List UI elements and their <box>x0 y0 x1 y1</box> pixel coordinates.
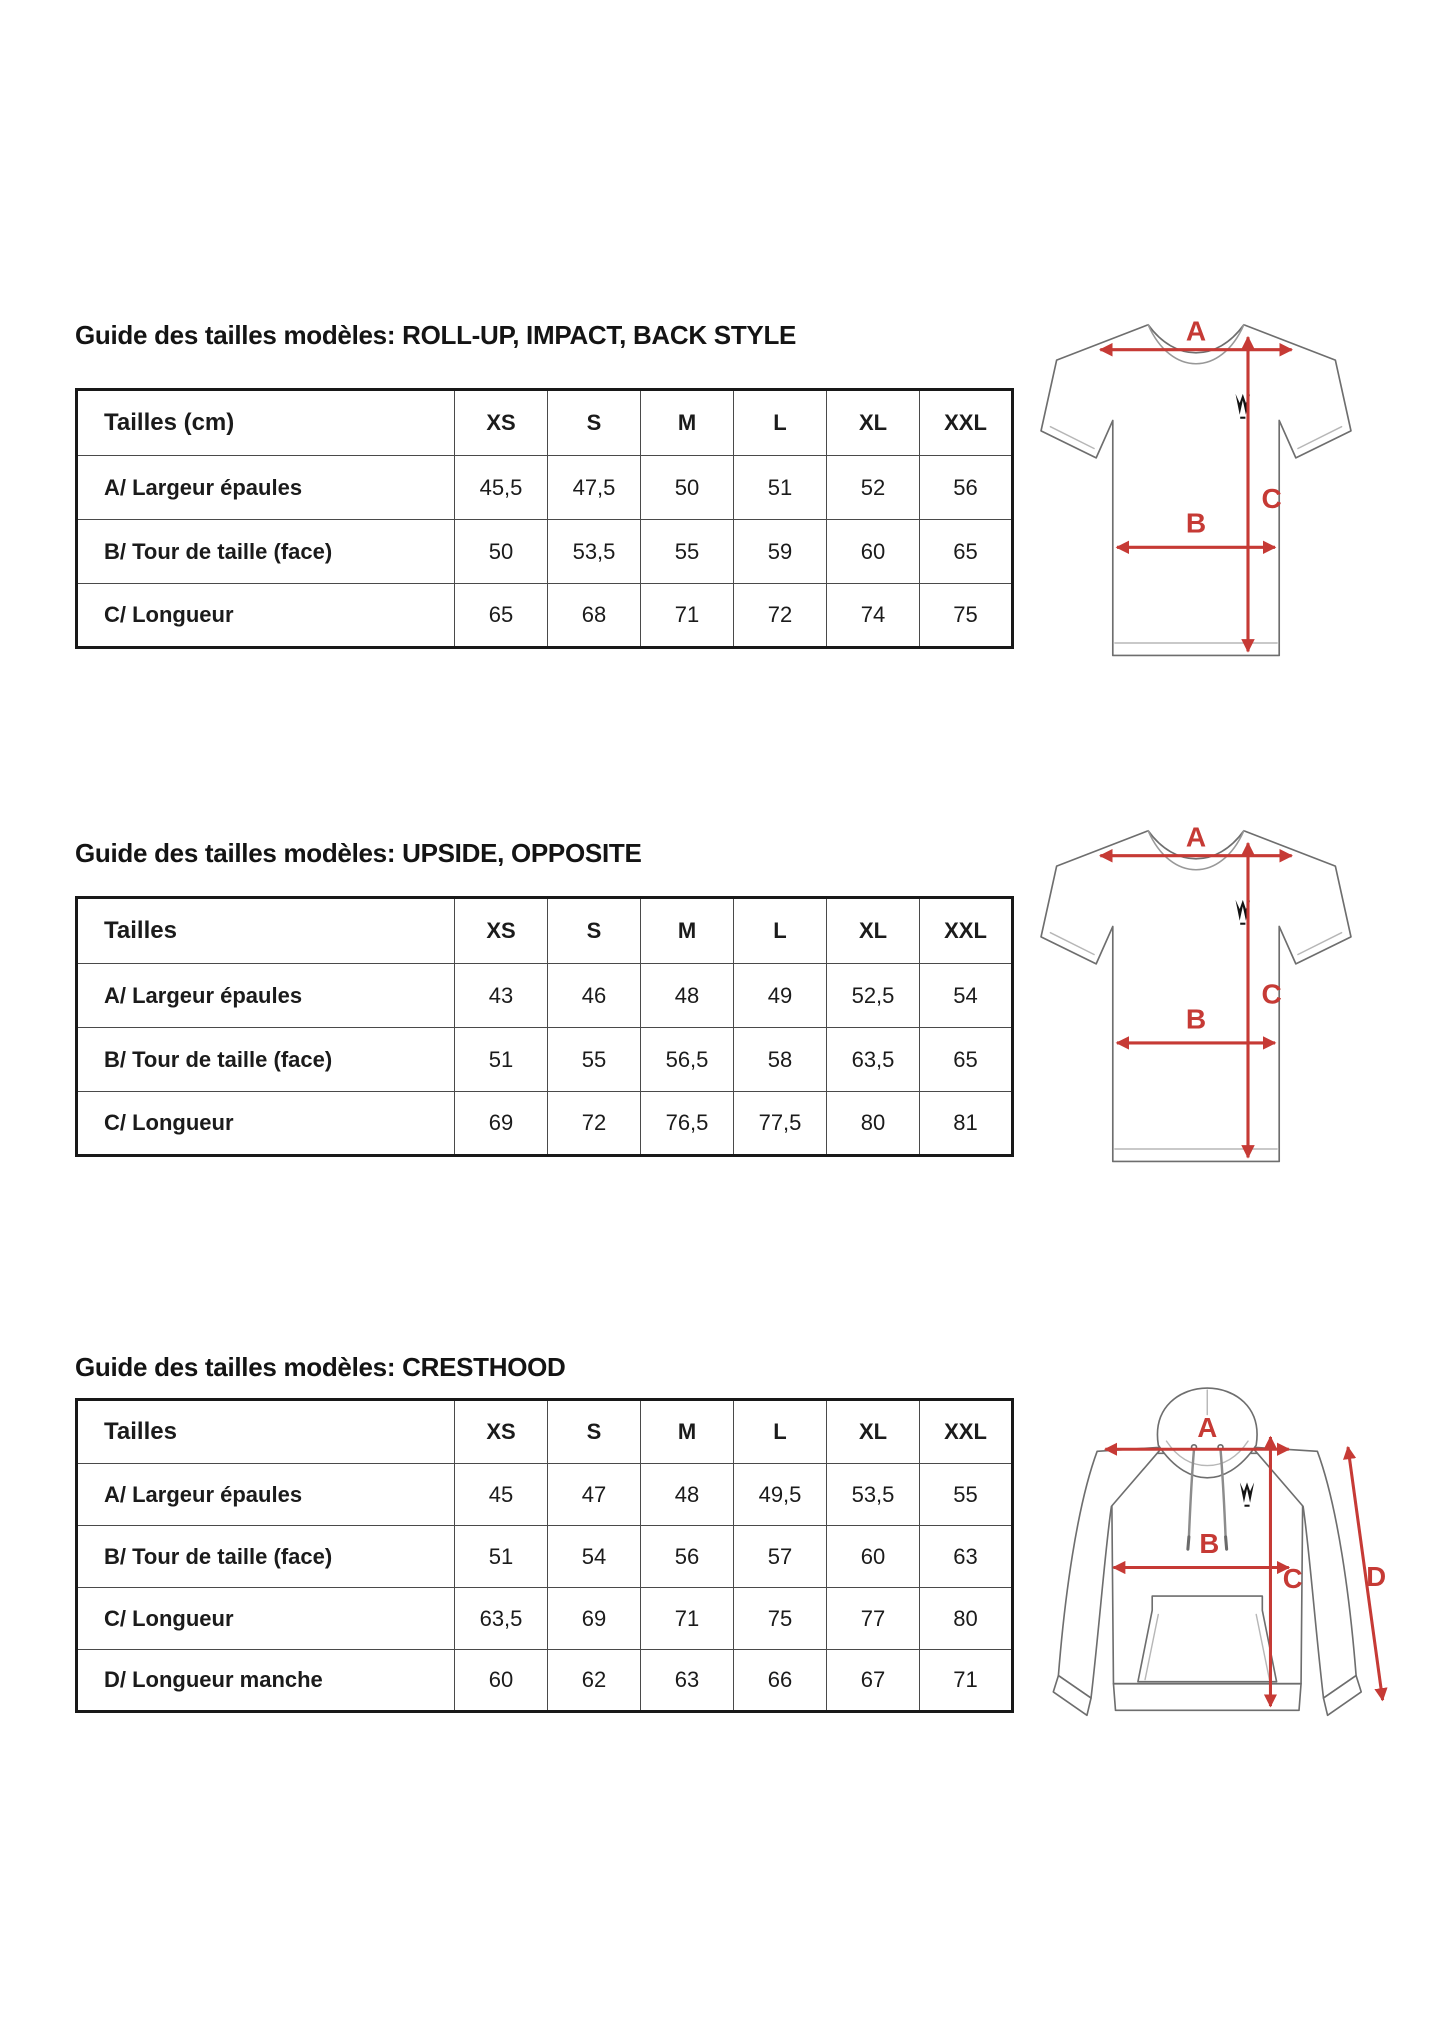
table-cell: 60 <box>827 1526 920 1588</box>
table-cell: 75 <box>734 1588 827 1650</box>
table-cell: 75 <box>920 584 1013 648</box>
table-cell: 63,5 <box>827 1028 920 1092</box>
column-header: S <box>548 1400 641 1464</box>
table-cell: 60 <box>455 1650 548 1712</box>
tshirt-outline <box>1041 325 1351 656</box>
table-row <box>77 964 1013 1028</box>
column-header: L <box>734 898 827 964</box>
label-C: C <box>1261 482 1282 514</box>
column-header: L <box>734 1400 827 1464</box>
row-label: B/ Tour de taille (face) <box>77 520 455 584</box>
tshirt-measure-diagram <box>1040 310 1352 664</box>
column-header: XS <box>455 1400 548 1464</box>
table-row <box>77 1650 1013 1712</box>
column-header: M <box>641 390 734 456</box>
table-header-row <box>77 390 1013 456</box>
table-cell: 45,5 <box>455 456 548 520</box>
table-cell: 71 <box>920 1650 1013 1712</box>
table-cell: 72 <box>734 584 827 648</box>
column-header: XXL <box>920 1400 1013 1464</box>
column-header: XXL <box>920 390 1013 456</box>
label-A: A <box>1185 821 1207 853</box>
aglet-left <box>1188 1537 1189 1549</box>
column-header: S <box>548 898 641 964</box>
table-row <box>77 520 1013 584</box>
table-cell: 76,5 <box>641 1092 734 1156</box>
table-cell: 53,5 <box>548 520 641 584</box>
row-label: B/ Tour de taille (face) <box>77 1028 455 1092</box>
table-cell: 65 <box>455 584 548 648</box>
table-cell: 43 <box>455 964 548 1028</box>
label-C: C <box>1261 978 1282 1010</box>
table-cell: 56 <box>920 456 1013 520</box>
table-cell: 56,5 <box>641 1028 734 1092</box>
table-cell: 51 <box>455 1526 548 1588</box>
column-header: XS <box>455 390 548 456</box>
column-header: XL <box>827 390 920 456</box>
table-cell: 68 <box>548 584 641 648</box>
table-cell: 74 <box>827 584 920 648</box>
table-cell: 77 <box>827 1588 920 1650</box>
table-cell: 62 <box>548 1650 641 1712</box>
table-cell: 60 <box>827 520 920 584</box>
table-row <box>77 584 1013 648</box>
row-label: C/ Longueur <box>77 1092 455 1156</box>
table-corner-label: Tailles (cm) <box>77 390 455 456</box>
table-cell: 80 <box>920 1588 1013 1650</box>
size-table-cresthood <box>75 1398 1014 1713</box>
table-cell: 71 <box>641 584 734 648</box>
table-cell: 63 <box>920 1526 1013 1588</box>
table-cell: 54 <box>920 964 1013 1028</box>
table-cell: 56 <box>641 1526 734 1588</box>
table-cell: 54 <box>548 1526 641 1588</box>
hoodie-measure-diagram <box>1044 1384 1396 1749</box>
table-cell: 51 <box>455 1028 548 1092</box>
table-row <box>77 1588 1013 1650</box>
row-label: B/ Tour de taille (face) <box>77 1526 455 1588</box>
table-cell: 67 <box>827 1650 920 1712</box>
table-cell: 81 <box>920 1092 1013 1156</box>
table-row <box>77 1526 1013 1588</box>
column-header: M <box>641 898 734 964</box>
label-A: A <box>1197 1412 1218 1444</box>
table-corner-label: Tailles <box>77 898 455 964</box>
table-cell: 53,5 <box>827 1464 920 1526</box>
table-cell: 66 <box>734 1650 827 1712</box>
label-A: A <box>1185 315 1207 347</box>
table-header-row <box>77 1400 1013 1464</box>
table-cell: 47 <box>548 1464 641 1526</box>
kangaroo-pocket <box>1138 1596 1277 1682</box>
row-label: C/ Longueur <box>77 1588 455 1650</box>
table-cell: 55 <box>920 1464 1013 1526</box>
table-cell: 77,5 <box>734 1092 827 1156</box>
table-corner-label: Tailles <box>77 1400 455 1464</box>
column-header: XS <box>455 898 548 964</box>
table-cell: 71 <box>641 1588 734 1650</box>
table-cell: 58 <box>734 1028 827 1092</box>
tshirt-measure-diagram <box>1040 816 1352 1170</box>
table-cell: 80 <box>827 1092 920 1156</box>
section-heading: Guide des tailles modèles: CRESTHOOD <box>75 1352 566 1382</box>
table-cell: 69 <box>455 1092 548 1156</box>
table-cell: 55 <box>641 520 734 584</box>
table-row <box>77 1028 1013 1092</box>
section-heading: Guide des tailles modèles: ROLL-UP, IMPACT, BACK STYLE <box>75 320 797 350</box>
table-cell: 63 <box>641 1650 734 1712</box>
row-label: C/ Longueur <box>77 584 455 648</box>
table-cell: 59 <box>734 520 827 584</box>
table-cell: 55 <box>548 1028 641 1092</box>
column-header: XXL <box>920 898 1013 964</box>
table-cell: 50 <box>641 456 734 520</box>
table-cell: 49 <box>734 964 827 1028</box>
table-row <box>77 456 1013 520</box>
table-cell: 57 <box>734 1526 827 1588</box>
row-label: A/ Largeur épaules <box>77 456 455 520</box>
table-row <box>77 1464 1013 1526</box>
tshirt-outline <box>1041 831 1351 1162</box>
table-cell: 48 <box>641 1464 734 1526</box>
size-table-upside <box>75 896 1014 1157</box>
column-header: XL <box>827 1400 920 1464</box>
label-B: B <box>1185 1003 1207 1035</box>
column-header: M <box>641 1400 734 1464</box>
table-cell: 69 <box>548 1588 641 1650</box>
size-table-rollup <box>75 388 1014 649</box>
label-B: B <box>1199 1528 1220 1560</box>
label-B: B <box>1185 507 1207 539</box>
section-heading: Guide des tailles modèles: UPSIDE, OPPOSITE <box>75 838 642 868</box>
table-cell: 48 <box>641 964 734 1028</box>
table-cell: 63,5 <box>455 1588 548 1650</box>
table-cell: 50 <box>455 520 548 584</box>
table-header-row <box>77 898 1013 964</box>
hoodie-hem-band <box>1113 1684 1301 1711</box>
column-header: L <box>734 390 827 456</box>
table-cell: 72 <box>548 1092 641 1156</box>
table-cell: 46 <box>548 964 641 1028</box>
row-label: A/ Largeur épaules <box>77 1464 455 1526</box>
column-header: XL <box>827 898 920 964</box>
table-cell: 49,5 <box>734 1464 827 1526</box>
table-row <box>77 1092 1013 1156</box>
table-cell: 65 <box>920 1028 1013 1092</box>
column-header: S <box>548 390 641 456</box>
table-cell: 45 <box>455 1464 548 1526</box>
table-cell: 47,5 <box>548 456 641 520</box>
label-C: C <box>1282 1562 1303 1594</box>
row-label: D/ Longueur manche <box>77 1650 455 1712</box>
table-cell: 51 <box>734 456 827 520</box>
table-cell: 52 <box>827 456 920 520</box>
table-cell: 65 <box>920 520 1013 584</box>
row-label: A/ Largeur épaules <box>77 964 455 1028</box>
aglet-right <box>1226 1537 1227 1549</box>
table-cell: 52,5 <box>827 964 920 1028</box>
label-D: D <box>1366 1560 1387 1592</box>
